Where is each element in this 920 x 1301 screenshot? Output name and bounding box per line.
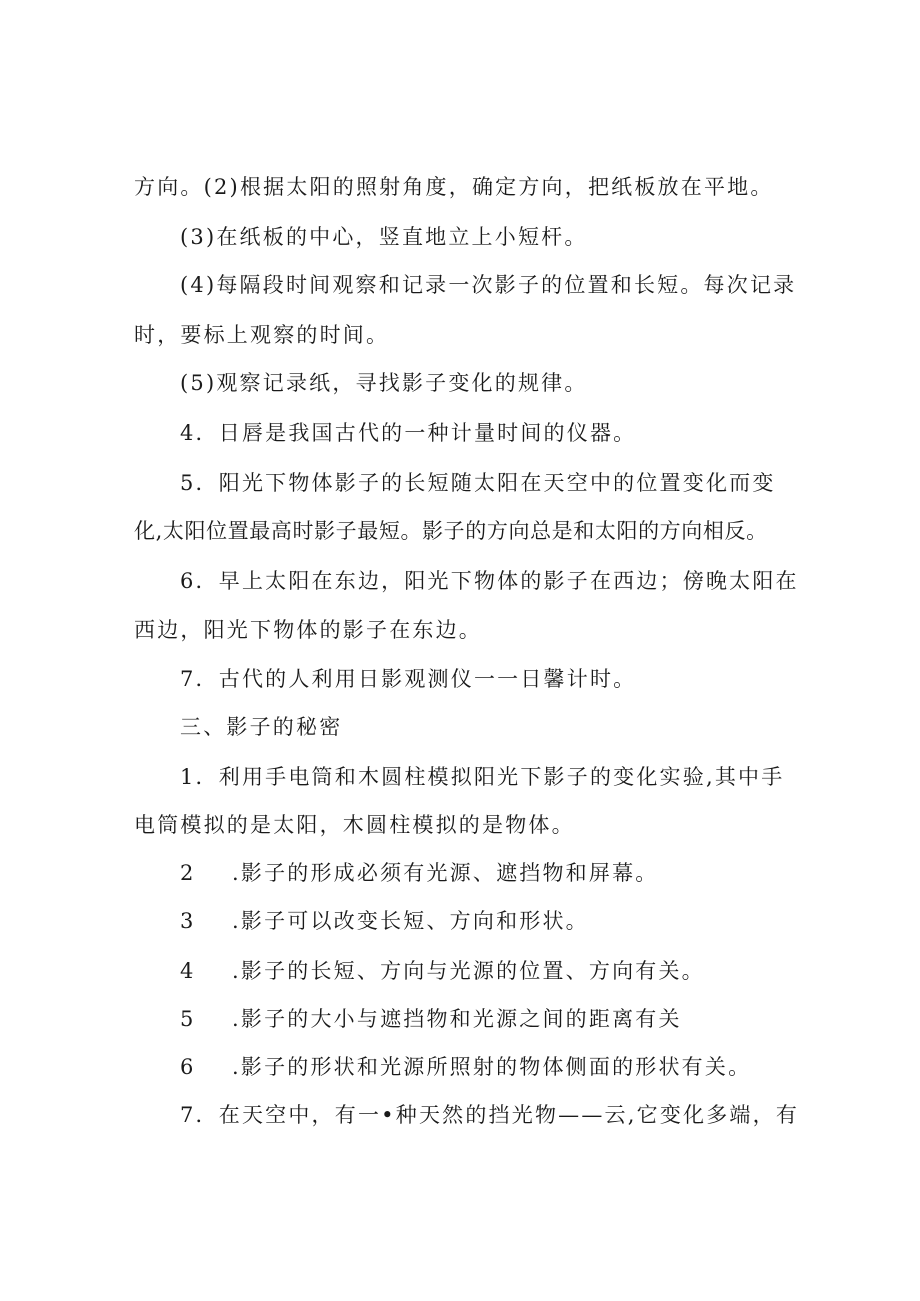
text-line: 西边，阳光下物体的影子在东边。: [134, 618, 482, 642]
text-line: (4)每隔段时间观察和记录一次影子的位置和长短。每次记录: [180, 273, 797, 297]
text-line: (3)在纸板的中心，竖直地立上小短杆。: [180, 225, 588, 249]
item-text: .影子的长短、方向与光源的位置、方向有关。: [232, 959, 705, 983]
item-number: 3: [180, 909, 196, 933]
text-line: 电筒模拟的是太阳，木圆柱模拟的是物体。: [134, 813, 575, 837]
item-text: .影子的形状和光源所照射的物体侧面的形状有关。: [232, 1055, 752, 1079]
item-text: .影子的大小与遮挡物和光源之间的距离有关: [232, 1007, 682, 1031]
item-number: 5: [180, 1007, 196, 1031]
text-line: 7．在天空中，有一•种天然的挡光物——云,它变化多端，有: [180, 1103, 800, 1127]
text-line: 4．日唇是我国古代的一种计量时间的仪器。: [180, 421, 637, 445]
item-number: 2: [180, 861, 196, 885]
text-line: 方向。(2)根据太阳的照射角度，确定方向，把纸板放在平地。: [134, 175, 774, 199]
item-text: .影子可以改变长短、方向和形状。: [232, 909, 589, 933]
numbered-item: [180, 956, 705, 986]
numbered-item: [180, 906, 589, 936]
text-line: 化,太阳位置最高时影子最短。影子的方向总是和太阳的方向相反。: [134, 519, 768, 543]
text-line: 5．阳光下物体影子的长短随太阳在天空中的位置变化而变: [180, 471, 776, 495]
item-text: .影子的形成必须有光源、遮挡物和屏幕。: [232, 861, 659, 885]
text-line: (5)观察记录纸，寻找影子变化的规律。: [180, 371, 588, 395]
text-line: 7．古代的人利用日影观测仪一一日馨计时。: [180, 667, 637, 691]
section-heading: 三、影子的秘密: [180, 715, 343, 739]
numbered-item: [180, 858, 658, 888]
text-line: 1．利用手电筒和木圆柱模拟阳光下影子的变化实验,其中手: [180, 765, 785, 789]
numbered-item: [180, 1052, 751, 1082]
item-number: 4: [180, 959, 196, 983]
text-line: 6．早上太阳在东边，阳光下物体的影子在西边；傍晚太阳在: [180, 569, 799, 593]
item-number: 6: [180, 1055, 196, 1079]
text-line: 时，要标上观察的时间。: [134, 323, 390, 347]
numbered-item: [180, 1004, 682, 1034]
